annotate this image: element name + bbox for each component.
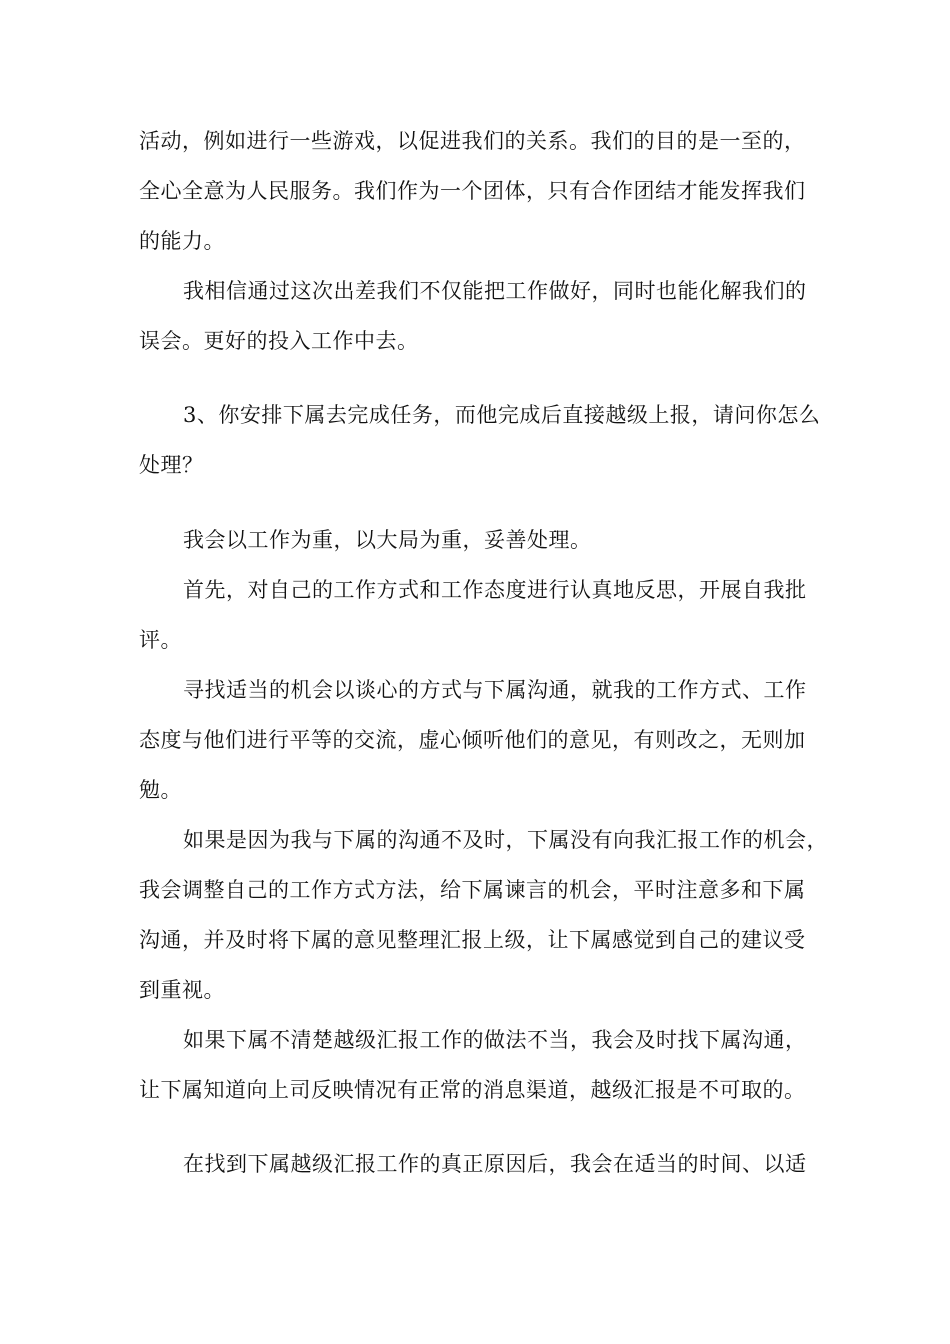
paragraph-line: 态度与他们进行平等的交流，虚心倾听他们的意见，有则改之，无则加	[139, 728, 806, 752]
paragraph-line: 首先，对自己的工作方式和工作态度进行认真地反思，开展自我批	[183, 578, 807, 602]
paragraph-line: 的能力。	[139, 229, 225, 253]
paragraph-line: 我相信通过这次出差我们不仅能把工作做好，同时也能化解我们的	[183, 279, 807, 303]
paragraph-line: 在找到下属越级汇报工作的真正原因后，我会在适当的时间、以适	[183, 1152, 807, 1176]
paragraph-line: 误会。更好的投入工作中去。	[139, 329, 419, 353]
paragraph-line: 活动，例如进行一些游戏，以促进我们的关系。我们的目的是一至的，	[139, 129, 806, 153]
question-heading: 3、你安排下属去完成任务，而他完成后直接越级上报，请问你怎么	[183, 403, 821, 427]
paragraph-line: 全心全意为人民服务。我们作为一个团体，只有合作团结才能发挥我们	[139, 179, 806, 203]
paragraph-line: 我会调整自己的工作方式方法，给下属谏言的机会，平时注意多和下属	[139, 878, 806, 902]
paragraph-line: 我会以工作为重，以大局为重，妥善处理。	[183, 528, 592, 552]
paragraph-line: 到重视。	[139, 978, 225, 1002]
question-heading: 处理？	[139, 453, 204, 477]
paragraph-line: 寻找适当的机会以谈心的方式与下属沟通，就我的工作方式、工作	[183, 678, 807, 702]
paragraph-line: 如果是因为我与下属的沟通不及时，下属没有向我汇报工作的机会，	[183, 828, 828, 852]
paragraph-line: 评。	[139, 628, 182, 652]
paragraph-line: 让下属知道向上司反映情况有正常的消息渠道，越级汇报是不可取的。	[139, 1078, 806, 1102]
paragraph-line: 如果下属不清楚越级汇报工作的做法不当，我会及时找下属沟通，	[183, 1028, 807, 1052]
paragraph-line: 沟通，并及时将下属的意见整理汇报上级，让下属感觉到自己的建议受	[139, 928, 806, 952]
paragraph-line: 勉。	[139, 778, 182, 802]
